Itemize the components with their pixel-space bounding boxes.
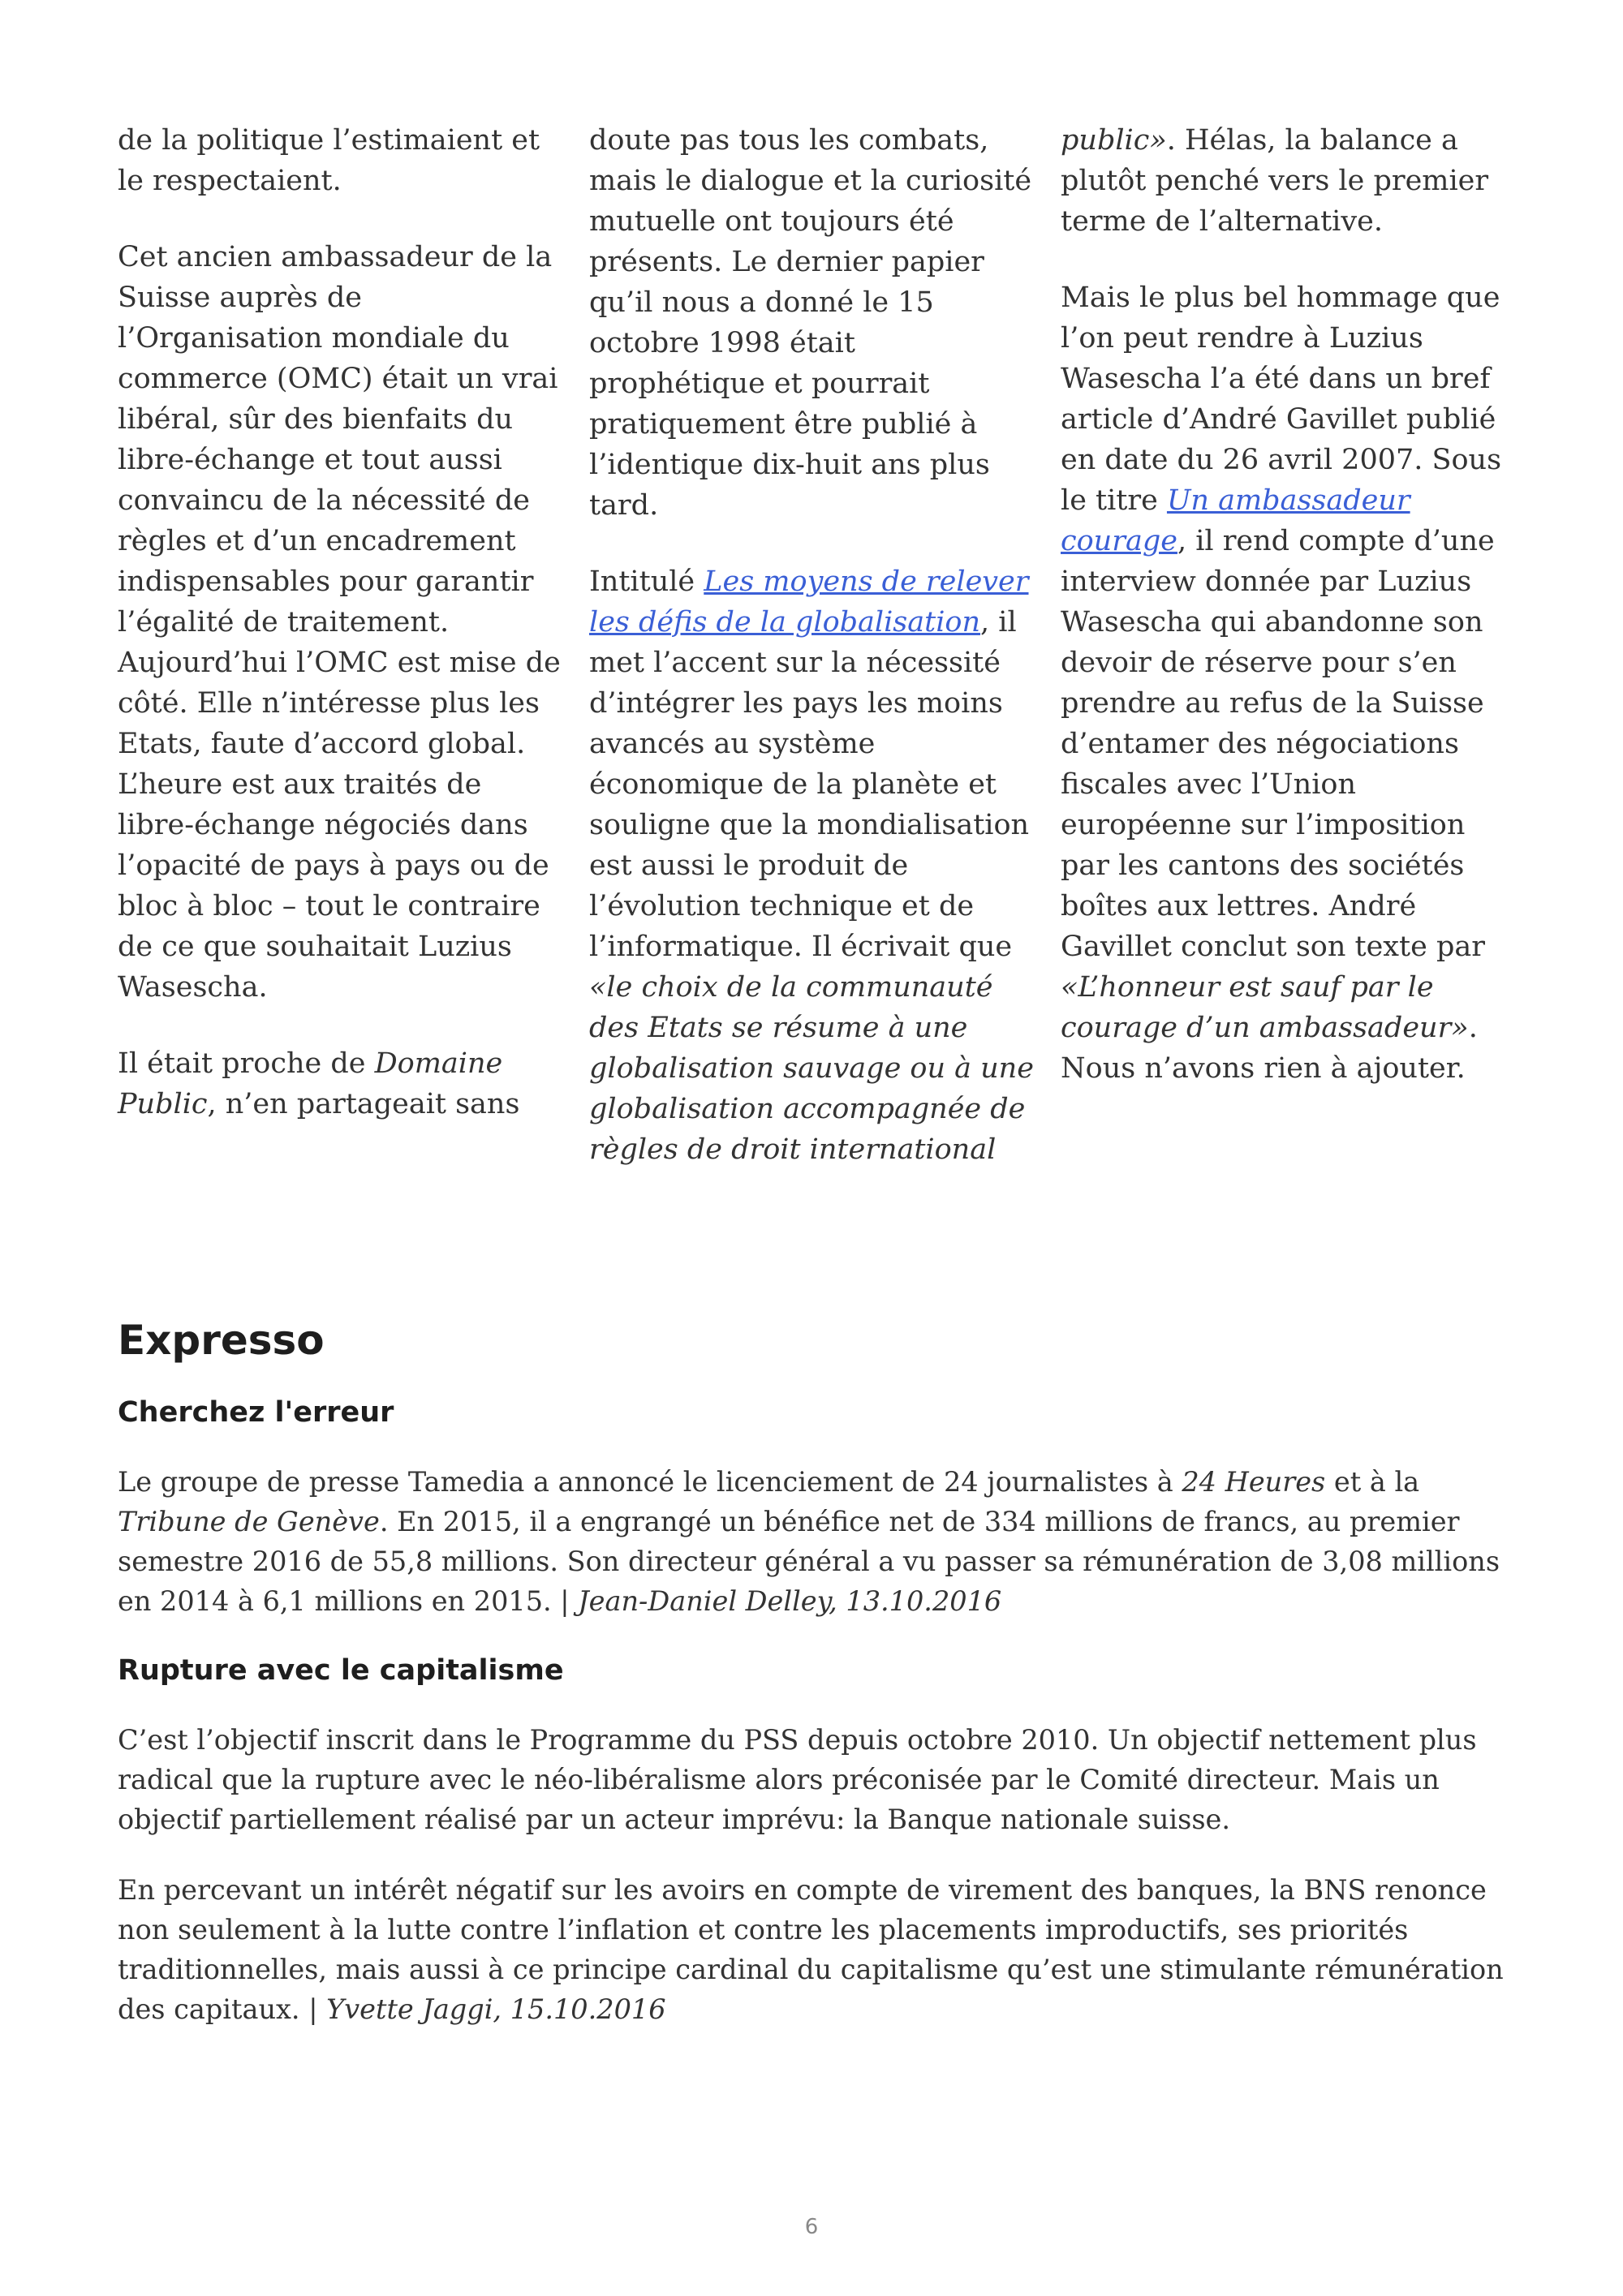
paragraph: Mais le plus bel hommage que l’on peut rendre à Luzius Wasescha l’a été dans un bref article d’André Gavillet publié en date du 26 avril 2007. Sous le titre Un ambassadeur courage, il rend compte d’une interview donnée par Luzius Wasescha qui abandonne son devoir de réserve pour s’en prendre au refus de la Suisse d’entamer des négociations fiscales avec l’Union européenne sur l’imposition par les cantons des sociétés boîtes aux lettres. André Gavillet conclut son texte par «L’honneur est sauf par le courage d’un ambassadeur». Nous n’avons rien à ajouter. [1061, 282, 1502, 1085]
item-paragraph: En percevant un intérêt négatif sur les avoirs en compte de virement des banques, la BNS renonce non seulement à la lutte contre l’inflation et contre les placements improductifs, ses priorités traditionnelles, mais aussi à ce principe cardinal du capitalisme qu’est une stimulante rémunération des capitaux. | Yvette Jaggi, 15.10.2016 [118, 1874, 1504, 2025]
publication-name: Tribune de Genève [118, 1506, 380, 1537]
article-columns [118, 120, 1505, 1170]
paragraph: public». Hélas, la balance a plutôt penché vers le premier terme de l’alternative. [1061, 124, 1489, 238]
column-3 [1061, 120, 1505, 1170]
expresso-section [118, 1314, 1513, 2060]
paragraph: Cet ancien ambassadeur de la Suisse auprès de l’Organisation mondiale du commerce (OMC) était un vrai libéral, sûr des bienfaits du libre-échange et tout aussi convaincu de la nécessité de règles et d’un encadrement indispensables pour garantir l’égalité de traitement. Aujourd’hui l’OMC est mise de côté. Elle n’intéresse plus les Etats, faute d’accord global. L’heure est aux traités de libre-échange négociés dans l’opacité de pays à pays ou de bloc à bloc – tout le contraire de ce que souhaitait Luzius Wasescha. [118, 241, 561, 1004]
quote-end: public» [1061, 124, 1167, 157]
column-1 [118, 120, 562, 1170]
author-signature: Jean-Daniel Delley, 13.10.2016 [578, 1585, 1002, 1617]
publication-name: Domaine Public [118, 1047, 503, 1120]
column-2 [589, 120, 1034, 1170]
paragraph: Il était proche de Domaine Public, n’en partageait sans [118, 1047, 520, 1120]
section-title: Expresso [118, 1317, 325, 1364]
paragraph: Intitulé Les moyens de relever les défis de la globalisation, il met l’accent sur la nécessité d’intégrer les pays les moins avancés au système économique de la planète et souligne que la mondialisation est aussi le produit de l’évolution technique et de l’informatique. Il écrivait que «le choix de la communauté des Etats se résume à une globalisation sauvage ou à une globalisation accompagnée de règles de droit international [589, 565, 1034, 1166]
publication-name: 24 Heures [1182, 1466, 1326, 1498]
item-heading: Cherchez l'erreur [118, 1396, 394, 1429]
quote: «L’honneur est sauf par le courage d’un ambassadeur» [1061, 971, 1469, 1044]
paragraph: doute pas tous les combats, mais le dialogue et la curiosité mutuelle ont toujours été présents. Le dernier papier qu’il nous a donné le 15 octobre 1998 était prophétique et pourrait pratiquement être publié à l’identique dix-huit ans plus tard. [589, 124, 1032, 522]
item-paragraph: C’est l’objectif inscrit dans le Programme du PSS depuis octobre 2010. Un objectif nettement plus radical que la rupture avec le néo-libéralisme alors préconisée par le Comité directeur. Mais un objectif partiellement réalisé par un acteur imprévu: la Banque nationale suisse. [118, 1724, 1477, 1835]
article-link-globalisation[interactable]: Les moyens de relever les défis de la globalisation [589, 565, 1029, 638]
item-paragraph: Le groupe de presse Tamedia a annoncé le licenciement de 24 journalistes à 24 Heures et à la Tribune de Genève. En 2015, il a engrangé un bénéfice net de 334 millions de francs, au premier semestre 2016 de 55,8 millions. Son directeur général a vu passer sa rémunération de 3,08 millions en 2014 à 6,1 millions en 2015. | Jean-Daniel Delley, 13.10.2016 [118, 1466, 1500, 1617]
page-number: 6 [804, 2215, 819, 2239]
paragraph: de la politique l’estimaient et le respectaient. [118, 124, 540, 197]
article-link-ambassadeur-courage[interactable]: Un ambassadeur courage [1061, 484, 1410, 557]
author-signature: Yvette Jaggi, 15.10.2016 [326, 1993, 666, 2025]
item-heading: Rupture avec le capitalisme [118, 1654, 564, 1687]
quote: «le choix de la communauté des Etats se résume à une globalisation sauvage ou à une globalisation accompagnée de règles de droit international [589, 971, 1034, 1166]
